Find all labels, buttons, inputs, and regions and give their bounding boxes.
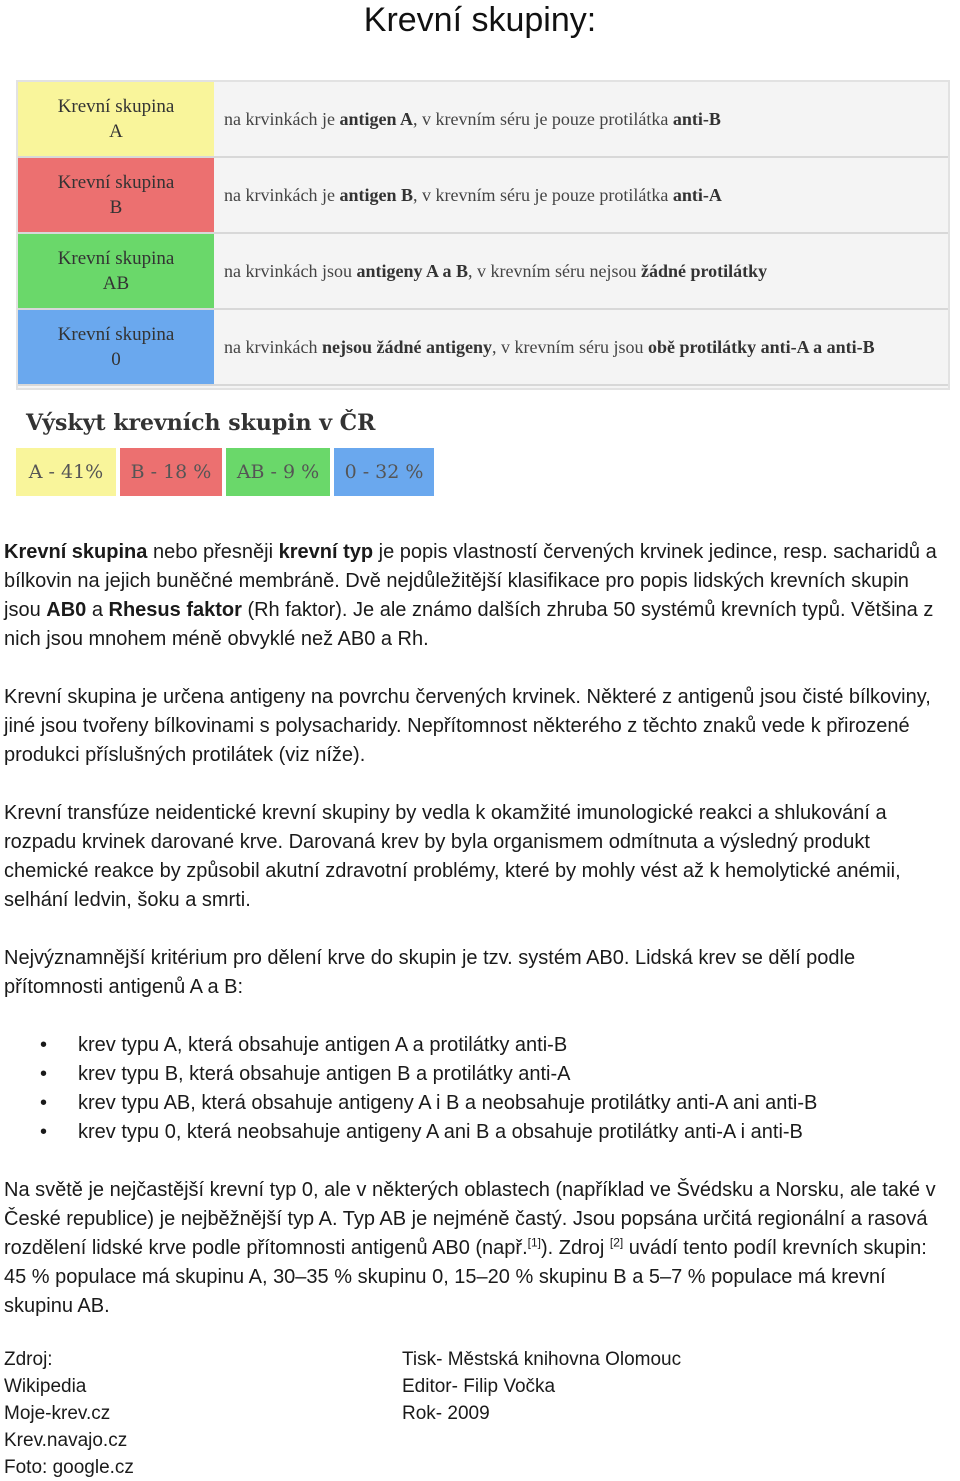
frequency-cell: AB - 9 % — [226, 448, 330, 496]
blood-group-row — [18, 82, 948, 158]
paragraph-antigens: Krevní skupina je určena antigeny na povrchu červených krvinek. Některé z antigenů jsou čisté bílkoviny, jiné jsou tvořeny bílkovinami s polysacharidy. Nepřítomnost některého z těchto znaků vede k přirozené produkci příslušných protilátek (viz níže). — [4, 686, 931, 766]
footer-line: Editor- Filip Vočka — [402, 1376, 556, 1397]
blood-group-description: na krvinkách je antigen B, v krevním séru je pouze protilátka anti-A — [224, 185, 722, 205]
article-body — [4, 538, 944, 1350]
footer-line: Zdroj: — [4, 1349, 53, 1370]
list-item: • krev typu 0, která neobsahuje antigeny A ani B a obsahuje protilátky anti-A i anti-B — [78, 1118, 944, 1147]
frequency-cell: 0 - 32 % — [334, 448, 434, 496]
frequency-cell: A - 41% — [16, 448, 116, 496]
frequency-cell: B - 18 % — [120, 448, 222, 496]
footer-line: Krev.navajo.cz — [4, 1430, 128, 1451]
list-item: • krev typu A, která obsahuje antigen A a protilátky anti-B — [78, 1031, 944, 1060]
footer-line: Moje-krev.cz — [4, 1403, 111, 1424]
footer-line: Wikipedia — [4, 1376, 87, 1397]
footer-line: Tisk- Městská knihovna Olomouc — [402, 1349, 682, 1370]
blood-group-description: na krvinkách jsou antigeny A a B, v krevním séru nejsou žádné protilátky — [224, 261, 768, 281]
footer-credits — [402, 1346, 681, 1427]
blood-group-description: na krvinkách je antigen A, v krevním séru je pouze protilátka anti-B — [224, 109, 721, 129]
blood-group-row — [18, 234, 948, 310]
frequency-title: Výskyt krevních skupin v ČR — [26, 410, 376, 436]
footer-line: Rok- 2009 — [402, 1403, 490, 1424]
term-blood-group: Krevní skupina — [4, 541, 148, 563]
term-ab0: AB0 — [46, 599, 87, 621]
list-item: • krev typu B, která obsahuje antigen B a protilátky anti-A — [78, 1060, 944, 1089]
blood-group-description: na krvinkách nejsou žádné antigeny, v krevním séru jsou obě protilátky anti-A a anti-B — [224, 337, 875, 357]
list-item: • krev typu AB, která obsahuje antigeny A i B a neobsahuje protilátky anti-A ani anti-B — [78, 1089, 944, 1118]
blood-group-row — [18, 310, 948, 386]
blood-group-label: Krevní skupina AB — [18, 234, 214, 308]
paragraph-intro: Krevní skupina nebo přesněji krevní typ je popis vlastností červených krvinek jedince, resp. sacharidů a bílkovin na jejich buněčné membráně. Dvě nejdůležitější klasifikace pro popis lidských krevních skupin jsou AB0 a Rhesus faktor (Rh faktor). Je ale známo dalších zhruba 50 systémů krevních typů. Většina z nich jsou mnohem méně obvyklé než AB0 a Rh. — [4, 541, 937, 650]
blood-type-list — [4, 1031, 944, 1147]
blood-group-label: Krevní skupina 0 — [18, 310, 214, 384]
term-rhesus: Rhesus faktor — [108, 599, 242, 621]
footer-sources — [4, 1346, 134, 1481]
blood-group-label: Krevní skupina A — [18, 82, 214, 156]
footer-line: Foto: google.cz — [4, 1457, 134, 1478]
blood-group-table — [16, 80, 950, 390]
term-blood-type: krevní typ — [278, 541, 374, 563]
citation-1: [1] — [527, 1235, 541, 1250]
frequency-row — [16, 448, 434, 496]
citation-2: [2] — [609, 1235, 624, 1250]
paragraph-transfusion: Krevní transfúze neidentické krevní skupiny by vedla k okamžité imunologické reakci a shlukování a rozpadu krvinek darované krve. Darovaná krev by byla organismem odmítnuta a výsledný produkt chemické reakce by způsobil akutní zdravotní problémy, které by mohly vést až k hemolytické anémii, selhání ledvin, šoku a smrti. — [4, 802, 901, 911]
blood-group-label: Krevní skupina B — [18, 158, 214, 232]
paragraph-ab0-system: Nejvýznamnější kritérium pro dělení krve do skupin je tzv. systém AB0. Lidská krev se dělí podle přítomnosti antigenů A a B: — [4, 947, 856, 998]
paragraph-distribution: Na světě je nejčastější krevní typ 0, ale v některých oblastech (například ve Švédsku a Norsku, ale také v České republice) je nejběžnější typ A. Typ AB je nejméně častý. Jsou popsána určitá regionální a rasová rozdělení lidské krve podle přítomnosti antigenů AB0 (např.[1]). Zdroj [2] uvádí tento podíl krevních skupin: 45 % populace má skupinu A, 30–35 % skupinu 0, 15–20 % skupinu B a 5–7 % populace má krevní skupinu AB. — [4, 1179, 936, 1317]
blood-group-row — [18, 158, 948, 234]
page-title: Krevní skupiny: — [363, 1, 597, 39]
